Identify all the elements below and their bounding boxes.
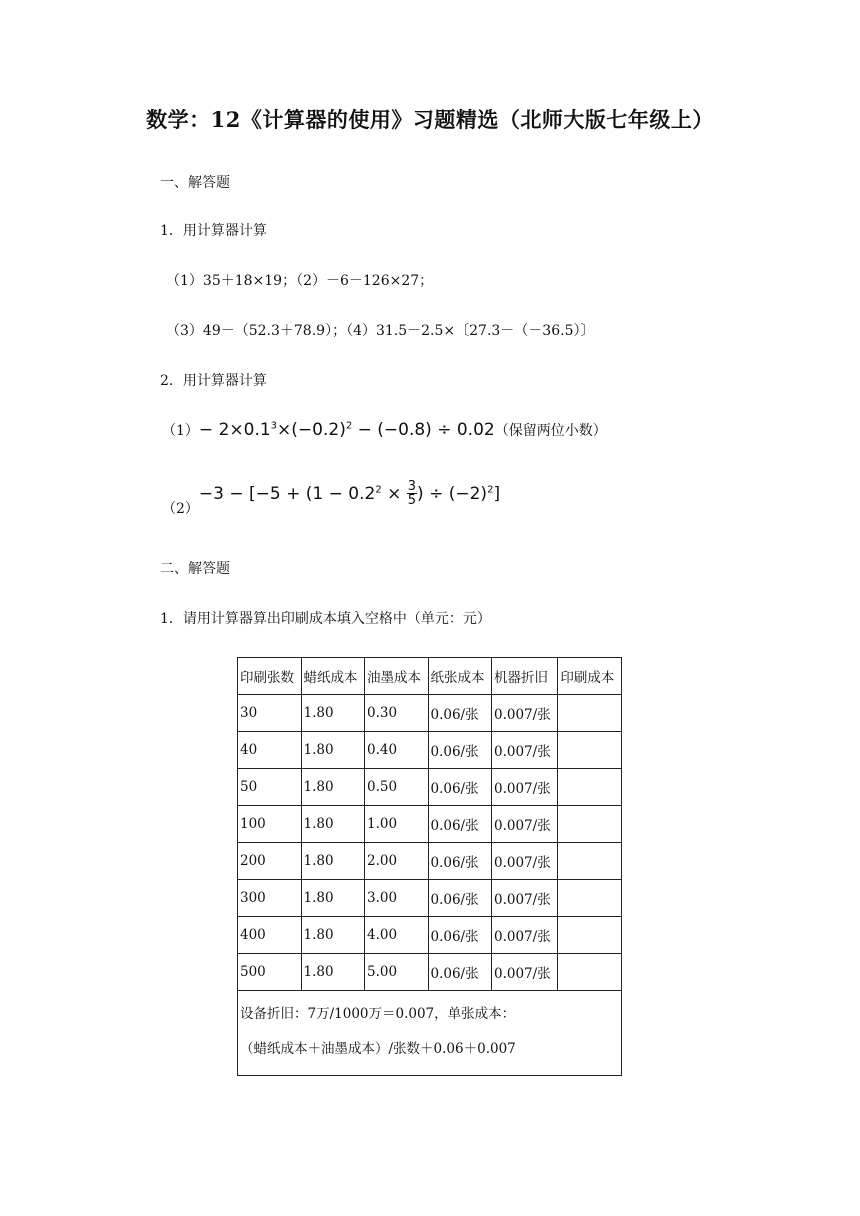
table-row [238, 843, 622, 880]
note-line-2: （蜡纸成本＋油墨成本）/张数＋0.06＋0.007 [240, 1041, 516, 1058]
table-cell-blank [558, 695, 622, 732]
table-cell: 1.80 [301, 732, 365, 769]
table-cell: 0.06/张 [428, 954, 492, 991]
header-print-cost: 印刷成本 [558, 658, 622, 695]
table-cell: 50 [238, 769, 302, 806]
header-paper-cost: 纸张成本 [428, 658, 492, 695]
table-header-row [238, 658, 622, 695]
table-cell: 0.007/张 [492, 917, 558, 954]
table-cell: 0.06/张 [428, 769, 492, 806]
table-row [238, 806, 622, 843]
item-2-label: （2） [162, 500, 199, 517]
table-cell-blank [558, 954, 622, 991]
question-2-item-1 [162, 420, 607, 440]
section-heading-1: 一、解答题 [160, 175, 230, 191]
table-row [238, 732, 622, 769]
table-cell: 400 [238, 917, 302, 954]
question-2-prompt: 2．用计算器计算 [160, 373, 267, 389]
question-2-item-2 [162, 479, 501, 517]
table-cell: 0.007/张 [492, 954, 558, 991]
table-cell: 3.00 [365, 880, 429, 917]
table-cell: 0.007/张 [492, 732, 558, 769]
table-cell: 1.00 [365, 806, 429, 843]
table-cell: 0.40 [365, 732, 429, 769]
section-heading-2: 二、解答题 [160, 561, 230, 577]
table-cell: 0.06/张 [428, 695, 492, 732]
table-cell: 2.00 [365, 843, 429, 880]
table-cell: 5.00 [365, 954, 429, 991]
note-line-1: 设备折旧：7万/1000万＝0.007，单张成本： [240, 1006, 516, 1022]
printing-cost-table [237, 657, 622, 1076]
header-ink-cost: 油墨成本 [365, 658, 429, 695]
table-row [238, 695, 622, 732]
table-cell: 0.06/张 [428, 806, 492, 843]
table-note [238, 991, 622, 1076]
table-cell-blank [558, 806, 622, 843]
formula-2: $-3 - [-5 + (1 - 0.2^2$ × $\frac{3}{5}$ ) ÷ $(-2)^2$] [198, 479, 501, 508]
table-cell: 100 [238, 806, 302, 843]
table-cell: 0.06/张 [428, 843, 492, 880]
item-1-note: （保留两位小数） [494, 423, 607, 439]
table-cell: 1.80 [301, 769, 365, 806]
page-title: 数学：12《计算器的使用》习题精选（北师大版七年级上） [146, 107, 714, 132]
section-2-question-1-prompt: 1．请用计算器算出印刷成本填入空格中（单元：元） [160, 611, 491, 627]
table-cell: 0.007/张 [492, 806, 558, 843]
table-cell: 0.007/张 [492, 769, 558, 806]
table-cell: 1.80 [301, 954, 365, 991]
table-row [238, 880, 622, 917]
question-1-line-1: （1）35＋18×19；（2）－6－126×27； [166, 273, 434, 289]
formula-1: − $2\times 0.1^3\times(-0.2)^2 - (-0.8) \div 0.02$ [198, 420, 495, 440]
table-cell: 0.06/张 [428, 917, 492, 954]
header-sheets: 印刷张数 [238, 658, 302, 695]
table-cell: 0.007/张 [492, 843, 558, 880]
table-cell-blank [558, 769, 622, 806]
item-1-label: （1） [162, 423, 199, 439]
header-stencil-cost: 蜡纸成本 [301, 658, 365, 695]
table-cell: 0.06/张 [428, 732, 492, 769]
table-cell: 0.50 [365, 769, 429, 806]
table-cell: 200 [238, 843, 302, 880]
table-cell: 0.30 [365, 695, 429, 732]
table-cell: 40 [238, 732, 302, 769]
question-1-line-2: （3）49－（52.3＋78.9）；（4）31.5－2.5×〔27.3－（－36.5）〕 [166, 323, 595, 339]
table-row [238, 954, 622, 991]
table-row [238, 917, 622, 954]
question-1-prompt: 1．用计算器计算 [160, 223, 267, 239]
table-cell-blank [558, 732, 622, 769]
table-cell: 0.06/张 [428, 880, 492, 917]
table-cell: 1.80 [301, 917, 365, 954]
table-cell: 0.007/张 [492, 880, 558, 917]
table-cell: 30 [238, 695, 302, 732]
table-cell-blank [558, 843, 622, 880]
table-cell-blank [558, 880, 622, 917]
table-cell: 500 [238, 954, 302, 991]
table-cell: 1.80 [301, 880, 365, 917]
table-cell-blank [558, 917, 622, 954]
header-depreciation: 机器折旧 [492, 658, 558, 695]
table-cell: 300 [238, 880, 302, 917]
table-cell: 1.80 [301, 843, 365, 880]
table-cell: 1.80 [301, 806, 365, 843]
table-cell: 4.00 [365, 917, 429, 954]
table-cell: 1.80 [301, 695, 365, 732]
table-row [238, 769, 622, 806]
table-cell: 0.007/张 [492, 695, 558, 732]
table-note-row [238, 991, 622, 1076]
